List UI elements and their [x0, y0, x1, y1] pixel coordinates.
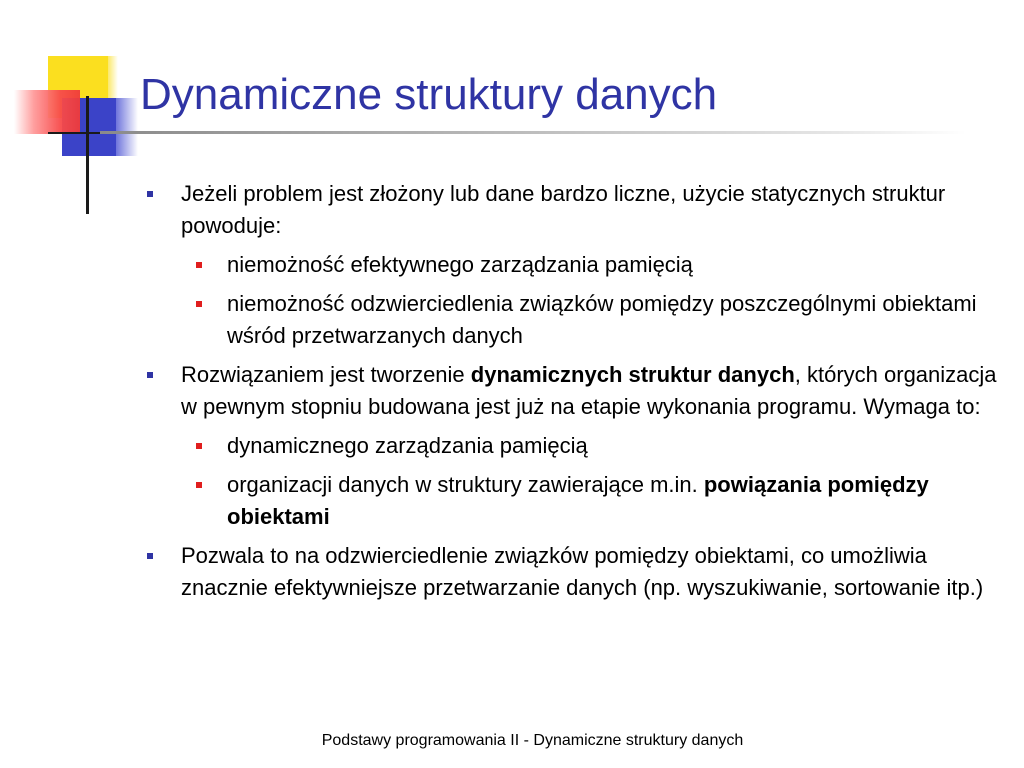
square-bullet-icon	[196, 301, 202, 307]
sub-bullet-text: niemożność odzwierciedlenia związków pomiędzy poszczególnymi obiektami wśród przetwarzanych danych	[227, 291, 977, 348]
bullet-text: Jeżeli problem jest złożony lub dane bardzo liczne, użycie statycznych struktur powoduje:	[181, 181, 946, 238]
sub-bullet-item-2-2	[140, 469, 1000, 533]
logo-blue-fade	[116, 98, 138, 156]
sub-bullet-item-1-2	[140, 288, 1000, 352]
bullet-item-3	[140, 540, 1000, 604]
sub-bullet-text-bold: powiązania pomiędzy obiektami	[227, 472, 929, 529]
bullet-text-bold: dynamicznych struktur danych	[470, 362, 795, 387]
square-bullet-icon	[196, 482, 202, 488]
sub-bullet-text-before: organizacji danych w struktury zawierające m.in.	[227, 472, 704, 497]
square-bullet-icon	[196, 443, 202, 449]
bullet-item-1	[140, 178, 1000, 242]
sub-bullet-text: dynamicznego zarządzania pamięcią	[227, 433, 588, 458]
logo-red-bar	[14, 90, 80, 134]
logo-vertical-line	[86, 96, 89, 214]
bullet-text-before: Rozwiązaniem jest tworzenie	[181, 362, 471, 387]
sub-bullet-item-2-1	[140, 430, 1000, 462]
slide-title: Dynamiczne struktury danych	[140, 70, 718, 119]
sub-bullet-item-1-1	[140, 249, 1000, 281]
square-bullet-icon	[147, 553, 153, 559]
square-bullet-icon	[147, 191, 153, 197]
slide-content	[140, 178, 1000, 611]
title-divider	[100, 131, 966, 134]
square-bullet-icon	[196, 262, 202, 268]
sub-bullet-text: niemożność efektywnego zarządzania pamięcią	[227, 252, 693, 277]
square-bullet-icon	[147, 372, 153, 378]
bullet-item-2	[140, 359, 1000, 423]
bullet-text-after: , których organizacja w pewnym stopniu budowana jest już na etapie wykonania programu. Wymaga to:	[181, 362, 997, 419]
bullet-text: Pozwala to na odzwierciedlenie związków pomiędzy obiektami, co umożliwia znacznie efektywniejsze przetwarzanie danych (np. wyszukiwanie, sortowanie itp.)	[181, 543, 984, 600]
slide-footer: Podstawy programowania II - Dynamiczne struktury danych	[321, 732, 744, 749]
